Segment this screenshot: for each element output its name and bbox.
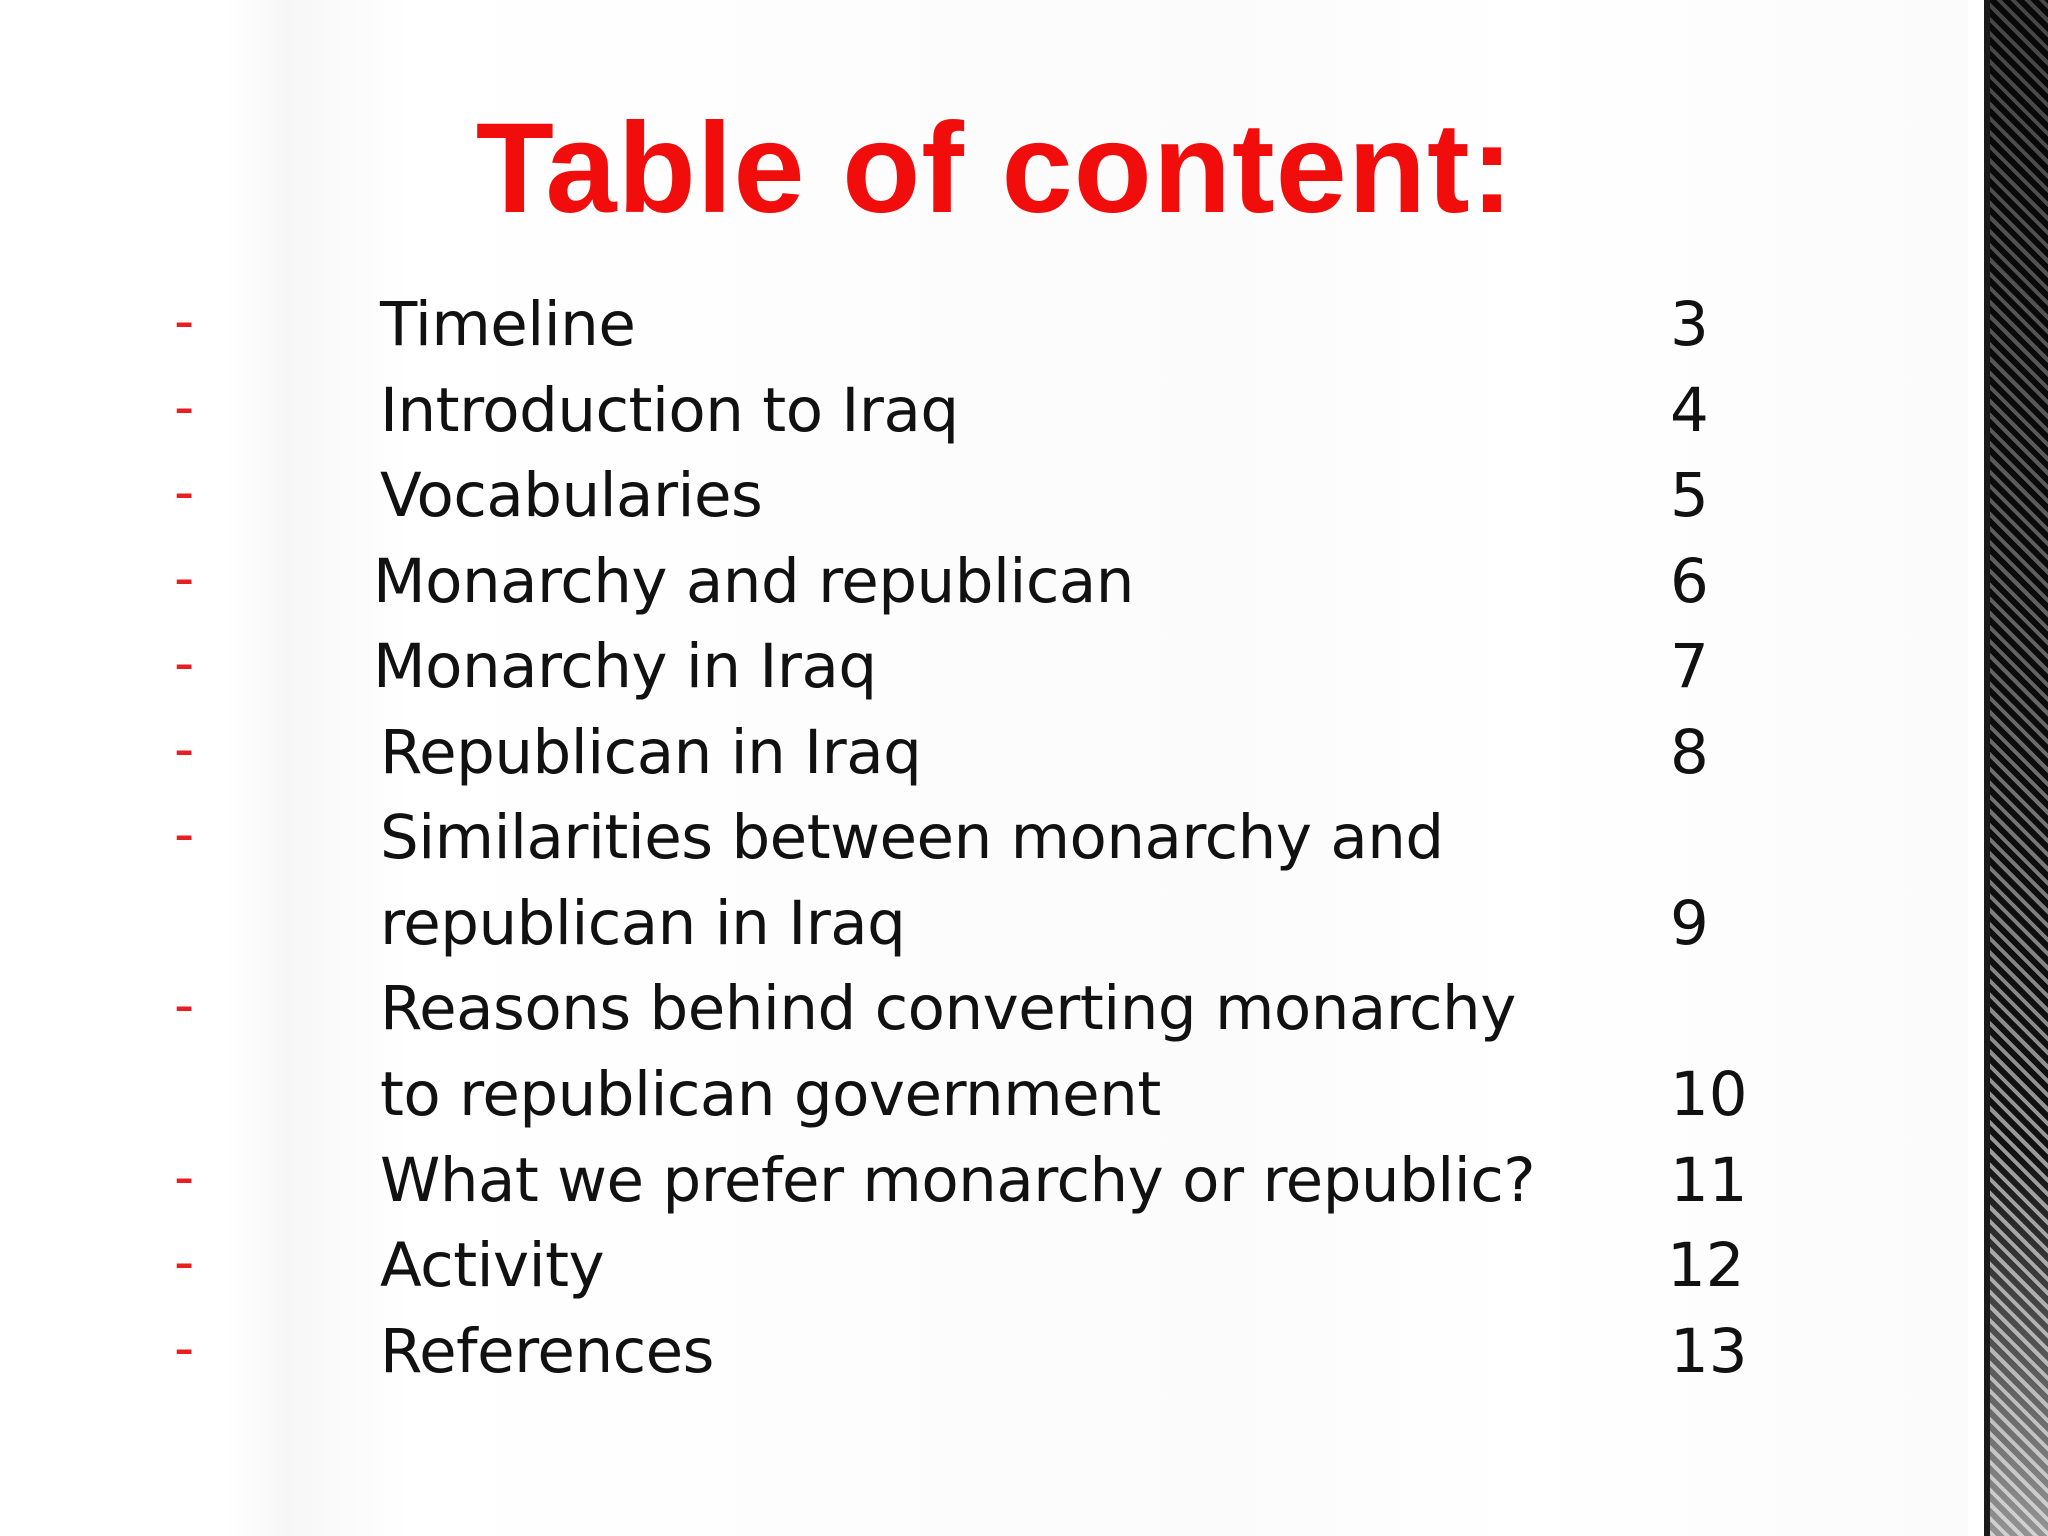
bullet-dash: - [174,1230,195,1295]
toc-page-number: 5 [1670,460,1709,531]
toc-page-number: 3 [1670,289,1709,360]
toc-entry-activity: Activity [380,1230,605,1301]
bullet-dash: - [174,375,195,440]
toc-entry-references: References [380,1316,714,1387]
toc-page-number: 6 [1670,546,1709,617]
bullet-dash: - [174,1145,195,1210]
toc-page-number: 7 [1670,631,1709,702]
toc-entry-similarities-line1: Similarities between monarchy and [380,802,1444,873]
toc-page-number: 13 [1670,1316,1748,1387]
toc-entry-reasons-line2: to republican government [380,1059,1161,1130]
toc-entry-preference: What we prefer monarchy or republic? [380,1145,1536,1216]
decorative-edge-gap [1968,0,1984,1536]
bullet-dash: - [174,546,195,611]
toc-entry-similarities-line2: republican in Iraq [380,888,906,959]
toc-entry-republican-iraq: Republican in Iraq [380,717,922,788]
toc-page-number: 8 [1670,717,1709,788]
toc-entry-reasons-line1: Reasons behind converting monarchy [380,973,1516,1044]
bullet-dash: - [174,460,195,525]
toc-entry-monarchy-republican: Monarchy and republican [373,546,1134,617]
bullet-dash: - [174,802,195,867]
toc-page-number: 10 [1670,1059,1748,1130]
toc-page-number: 4 [1670,375,1709,446]
slide-title: Table of content: [475,97,1515,240]
toc-page-number: 11 [1670,1145,1748,1216]
toc-page-number: 9 [1670,888,1709,959]
toc-entry-vocabularies: Vocabularies [380,460,763,531]
toc-entry-monarchy-iraq: Monarchy in Iraq [373,631,877,702]
bullet-dash: - [174,973,195,1038]
bullet-dash: - [174,717,195,782]
decorative-edge-line [1984,0,1990,1536]
bullet-dash: - [174,631,195,696]
bullet-dash: - [174,289,195,354]
toc-entry-introduction: Introduction to Iraq [380,375,959,446]
toc-page-number: 12 [1667,1230,1745,1301]
bullet-dash: - [174,1316,195,1381]
toc-entry-timeline: Timeline [380,289,636,360]
